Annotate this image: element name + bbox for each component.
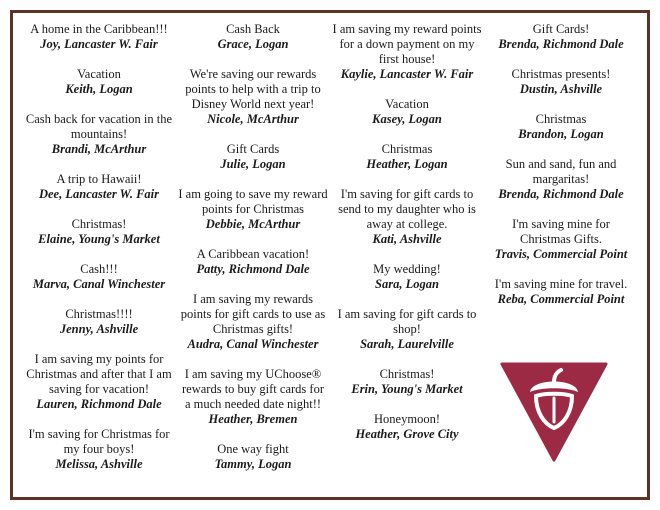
testimonial-author: Heather, Grove City: [355, 427, 459, 441]
testimonial-author: Elaine, Young's Market: [38, 232, 160, 246]
testimonial-quote: I am saving my UChoose® rewards to buy gift cards for a much needed date night!!: [182, 367, 324, 411]
testimonial-quote: I am saving my points for Christmas and after that I am saving for vacation!: [26, 352, 172, 396]
testimonial-entry: [196, 247, 309, 277]
testimonial-author: Jenny, Ashville: [59, 322, 139, 336]
testimonial-entry: [178, 187, 328, 232]
testimonial-entry: [220, 142, 285, 172]
testimonial-entry: [518, 112, 603, 142]
testimonial-entry: [215, 442, 292, 472]
column-1: [24, 22, 174, 492]
testimonial-entry: [178, 367, 328, 427]
testimonial-quote: I am saving for gift cards to shop!: [337, 307, 477, 336]
testimonial-author: Brenda, Richmond Dale: [498, 37, 624, 51]
testimonial-author: Heather, Bremen: [208, 412, 298, 426]
testimonial-quote: Christmas!!!!: [65, 307, 133, 321]
testimonial-quote: Christmas presents!: [511, 67, 611, 81]
testimonial-entry: [351, 367, 462, 397]
testimonial-author: Sarah, Laurelville: [360, 337, 454, 351]
testimonial-entry: [373, 262, 441, 292]
testimonial-entry: [24, 352, 174, 412]
testimonial-quote: I am saving my rewards points for gift cards to use as Christmas gifts!: [180, 292, 326, 336]
testimonial-entry: [332, 22, 482, 82]
acorn-triangle-logo: [500, 362, 608, 462]
testimonial-author: Audra, Canal Winchester: [187, 337, 319, 351]
testimonial-author: Dustin, Ashville: [519, 82, 603, 96]
testimonial-entry: [366, 142, 447, 172]
testimonial-author: Erin, Young's Market: [351, 382, 463, 396]
testimonial-author: Melissa, Ashville: [55, 457, 143, 471]
column-2: [178, 22, 328, 492]
testimonial-author: Kasey, Logan: [372, 112, 442, 126]
testimonial-entry: [33, 262, 165, 292]
testimonial-entry: [39, 172, 159, 202]
testimonial-entry: [24, 427, 174, 472]
testimonial-quote: Cash back for vacation in the mountains!: [25, 112, 173, 141]
testimonial-author: Joy, Lancaster W. Fair: [40, 37, 158, 51]
testimonial-quote: Honeymoon!: [374, 412, 440, 426]
testimonial-quote: A Caribbean vacation!: [196, 247, 310, 261]
testimonial-quote: I'm saving mine for travel.: [494, 277, 628, 291]
testimonial-entry: [495, 277, 627, 307]
testimonial-author: Reba, Commercial Point: [497, 292, 625, 306]
testimonial-entry: [332, 187, 482, 247]
testimonial-entry: [218, 22, 289, 52]
testimonial-author: Kaylie, Lancaster W. Fair: [340, 67, 474, 81]
testimonial-author: Tammy, Logan: [214, 457, 292, 471]
testimonial-author: Kati, Ashville: [372, 232, 442, 246]
testimonial-entry: [30, 22, 167, 52]
testimonial-quote: I am saving my reward points for a down payment on my first house!: [332, 22, 482, 66]
testimonial-author: Marva, Canal Winchester: [32, 277, 166, 291]
testimonial-entry: [178, 292, 328, 352]
testimonial-author: Nicole, McArthur: [207, 112, 299, 126]
testimonial-author: Sara, Logan: [375, 277, 439, 291]
testimonial-author: Keith, Logan: [65, 82, 133, 96]
testimonial-quote: Gift Cards!: [532, 22, 590, 36]
testimonial-quote: I'm saving for gift cards to send to my daughter who is away at college.: [338, 187, 476, 231]
testimonial-quote: A home in the Caribbean!!!: [30, 22, 168, 36]
testimonial-entry: [178, 67, 328, 127]
testimonial-quote: Vacation: [385, 97, 429, 111]
testimonial-quote: I'm saving for Christmas for my four boys!: [28, 427, 170, 456]
testimonial-entry: [372, 97, 442, 127]
testimonial-author: Grace, Logan: [217, 37, 289, 51]
testimonial-entry: [38, 217, 160, 247]
testimonial-entry: [332, 307, 482, 352]
testimonial-quote: My wedding!: [373, 262, 441, 276]
testimonial-author: Heather, Logan: [366, 157, 448, 171]
testimonial-quote: One way fight: [217, 442, 289, 456]
testimonial-entry: [60, 307, 138, 337]
testimonial-quote: Vacation: [77, 67, 121, 81]
testimonial-entry: [24, 112, 174, 157]
testimonial-author: Brandi, McArthur: [51, 142, 147, 156]
testimonial-entry: [498, 22, 623, 52]
testimonial-author: Debbie, McArthur: [205, 217, 301, 231]
testimonial-entry: [512, 67, 611, 97]
testimonial-author: Brenda, Richmond Dale: [498, 187, 624, 201]
testimonial-author: Brandon, Logan: [518, 127, 604, 141]
testimonial-quote: Gift Cards: [226, 142, 280, 156]
testimonial-author: Dee, Lancaster W. Fair: [38, 187, 160, 201]
testimonial-quote: Christmas!: [71, 217, 127, 231]
testimonial-quote: Christmas: [381, 142, 433, 156]
column-3: [332, 22, 482, 492]
testimonial-entry: [486, 157, 636, 202]
testimonial-author: Lauren, Richmond Dale: [36, 397, 162, 411]
testimonial-quote: I'm saving mine for Christmas Gifts.: [512, 217, 610, 246]
testimonial-quote: I am going to save my reward points for Christmas: [178, 187, 328, 216]
testimonial-quote: Cash Back: [226, 22, 280, 36]
testimonial-author: Travis, Commercial Point: [494, 247, 628, 261]
testimonial-quote: We're saving our rewards points to help with a trip to Disney World next year!: [185, 67, 321, 111]
testimonial-quote: A trip to Hawaii!: [56, 172, 142, 186]
testimonial-author: Patty, Richmond Dale: [196, 262, 310, 276]
testimonial-entry: [355, 412, 458, 442]
testimonial-quote: Christmas!: [379, 367, 435, 381]
testimonial-quote: Sun and sand, fun and margaritas!: [505, 157, 617, 186]
testimonial-entry: [486, 217, 636, 262]
testimonial-quote: Cash!!!: [80, 262, 118, 276]
testimonial-quote: Christmas: [535, 112, 587, 126]
testimonial-entry: [65, 67, 132, 97]
testimonial-author: Julie, Logan: [220, 157, 286, 171]
